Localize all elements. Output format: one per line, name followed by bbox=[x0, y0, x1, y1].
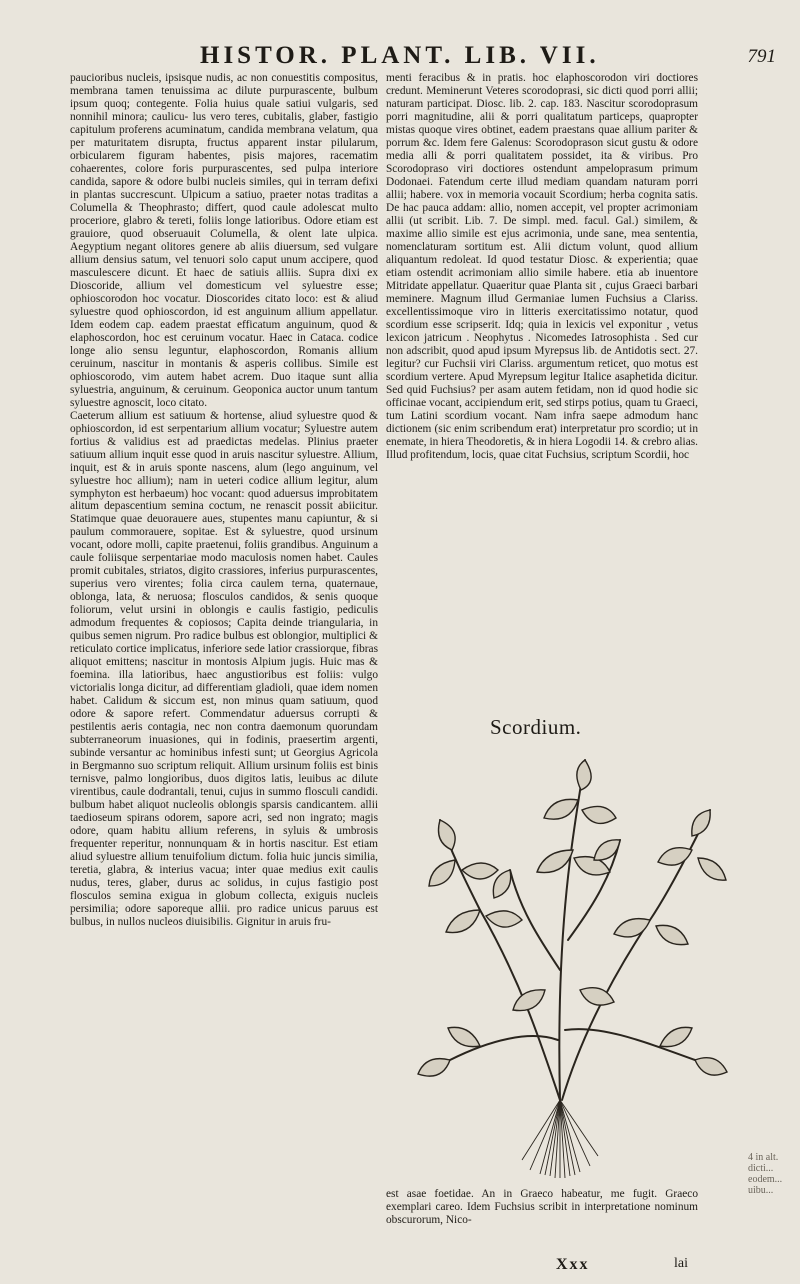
signature-mark: Xxx bbox=[556, 1256, 590, 1273]
figure-caption: Scordium. bbox=[490, 715, 582, 739]
running-head: HISTOR. PLANT. LIB. VII. bbox=[200, 42, 600, 69]
left-paragraph-1: paucioribus nucleis, ipsisque nudis, ac non conuestitis compositus, membrana tamen tenuissima ac dilute purpurascente, bulbum ipsum quoq; contegente. Folia huius quale satiui vulgaris, sed nonnihil minora; caulicu- lus vero teres, cubitalis, glaber, fastigio capitulum proferens acuminatum, candida membrana velatum, qua per maturitatem disrupta, fructus apparent instar pilularum, orbicularem figuram habentes, pisis majores, racematim cohaerentes, colore foris purpurascentes, sed pulpa interiore candida, sapore & odore bulbi nucleis similes, qui in terram defixi in plantas succrescunt. Ulpicum a satiuo, praeter notas traditas a Columella & Theophrasto; differt, quod caule adolescat multo proceriore, glabro & tereti, foliis longe latioribus. Odore etiam est grauiore, quod obseruauit Columella, & olent late ulpica. Aegyptium negant olitores genere ab aliis diuersum, sed vulgare allium densius satum, vel tenuori solo caput unum accipere, quod masculescere dicunt. Et haec de satiuis alliis. Supra dixi ex Dioscoride, allium vel domesticum vel syluestre esse; ophioscorodon hoc vocatur. Dioscorides citato loco: est & aliud syluestre quod ophioscordon, id est anguinum allium appellatur. Idem eodem cap. eadem praestat efficatum anguinum, quod & elaphoscordon, hoc est ceruinum vocatur. Haec in Cataca. codice longe alio sensu leguntur, elaphoscordon, Romanis allium ceruinum, nascitur in montanis & asperis collibus. Simile est ophioscorodo, vim autem habet acrem. Duo itaque sunt allia syluestria, anguinum, & ceruinum. Geoponica auctor unum tantum syluestre agnoscit, loco citato. bbox=[70, 72, 378, 409]
left-column bbox=[70, 72, 378, 1258]
catchword: lai bbox=[674, 1256, 688, 1271]
left-paragraph-2: Caeterum allium est satiuum & hortense, aliud syluestre quod & ophioscordon, id est serpentarium allium vocatur; Syluestre autem fortius & validius est ad praedictas medelas. Plinius praeter satiuum allium inquit esse quod in aruis nascitur syluestre. Allium, inquit, est & in aruis sponte nascens, alum (lego anguinum, vel syluestre hoc allium); nam in ueteri codice allium legitur, alum symphyton est herbaeum) hoc vocant: quod aduersus improbitatem alitum depascentium semina coctum, ne renascit possit abiicitur. Statimque quae deuorauere aues, stupentes manu capiuntur, & si paulum commorauere, sopitae. Est & syluestre, quod ursinum vocant, odore molli, capite praetenui, foliis grandibus. Anguinum a caule foliisque serpentariae modo maculosis nomen habet. Caules promit cubitales, striatos, digito crassiores, inferius purpurascentes, superius vero virentes; folia circa caulem terna, quaternaue, oblonga, lata, & neruosa; flosculos candidos, & senis quoque foliorum, velut ursini in oblongis e caulis fastigio, pediculis admodum frequentes & copiosos; Capita deinde triangularia, in quibus semen nigrum. Pro radice bulbus est oblongior, multiplici & reticulato cortice implicatus, inferiore sede latior crassiorque, fibras aliquot emittens; nascitur in montosis Alpium jugis. Huic mas & foemina. illa latioribus, haec angustioribus est foliis: vulgo victorialis longa dicitur, ad differentiam gladioli, quae idem nomen habet. Calidum & siccum est, non minus quam satiuum, quod odore & sapore refert. Commendatur aduersus corrupti & pestilentis aeris contagia, nec non contra daemonum quorundam subterraneorum inuasiones, qui in fodinis, praesertim argenti, subinde versantur ac hominibus infesti sunt; ut Georgius Agricola in Bergmanno suo scriptum reliquit. Allium ursinum foliis est binis ternisve, palmo longioribus, duos digitos latis, leuibus ac dilute virentibus, caule dodrantali, tenui, cujus in summo flosculi candidi. bulbum habet aliquot nucleolis oblongis sparsis candicantem. allii taedioseum spirans odorem, sapore acri, sed non ingrato; magis odore, quam habitu allium referens, in syluis & umbrosis frequenter reperitur, nonnunquam & in hortis nascitur. Est etiam aliud syluestre allium tenuifolium dictum. folia huic juncis similia, teretia, glabra, & interius vacua; inter quae medius exit caulis nudus, teres, glaber, durus ac solidus, in cujus fastigio post flosculos semina exigua in globum collecta, exiguis nucleis persimilia; odore saporeque allii. pro radice unicus paruus est bulbus, in nullos nucleos diuisibilis. Gignitur in aruis fru- bbox=[70, 409, 378, 928]
folio-number: 791 bbox=[747, 46, 776, 67]
margin-note: 4 in alt. dicti... eodem... uibu... bbox=[748, 1152, 783, 1196]
right-column-bottom bbox=[386, 1188, 698, 1248]
page-header bbox=[60, 40, 776, 74]
right-paragraph-1: menti feracibus & in pratis. hoc elaphoscorodon viri doctiores credunt. Meminerunt Veteres scorodoprasi, sic dicti quod porri allii; naturam participat. Diosc. lib. 2. cap. 183. Nascitur scorodoprasum porri magnitudine, alii & porri qualitatum particeps, quapropter mistas quoque vires obtinet, eadem praestans quae allium pariter & porrum &c. Idem fere Galenus: Scorodoprason sicut gustu & odore media alli & porri qualitatem possidet, ita & viribus. Pro Scorodopraso viri doctiores ostendunt ampeloprasum primum Dodonaei. Fatendum certe illud mediam quandam naturam porri allii; habere. vox in memoria vocauit Scordium; herba cognita satis. De hac pauca addam: allio, nomen accepit, vel propter acrimoniam allii (ut scribit. Lib. 7. De simpl. med. facul. Gal.) similem, & maxime allio simile est ejus acrimonia, unde sane, mea sententia, nomenclaturam sortitum est. Alii dictum volunt, quod allium aliquantum redoleat. Id quod testatur Diosc. & experientia; quae etiam ostendit acrimoniam allio simile habere. etia ab inuentore Mitridate appellatur. Quaeritur quae Planta sit , cujus Graeci barbari meminere. Magnum illud Germaniae lumen Fuchsius a Clariss. excellentissimoque viro in litteris exercitatissimo notatur, quod scordium esse scripserit. Idq; quia in lexicis vel exponitur , vetus lexicon jatricum . Neophytus . Nicomedes Iatrosophista . Sed cur non adscribit, quod apud ipsum Myrepsus lib. de Antidotis sect. 27. legitur? cur Fuchsii viri Clariss. argumentum reticet, quo motus est scordium vertere. Apud Myrepsum legitur Italice asaphetida dicitur. Sed quid Fuchsius? per asam autem fetidam, non id quod hodie sic officinae vocant, accipiendum erit, sed stirps potius, quam tu Graeci, tum Latini scordium vocant. Nam infra saepe admodum hanc dictionem (sic enim scribendum erat) interpretatur pro scordio; ut in enemate, in hiera Theodoretis, & in hiera Logodii 14. & crebro alias. Illud profitendum, locis, quae citat Fuchsius, scriptum Scordii, hoc bbox=[386, 72, 698, 461]
right-paragraph-2: est asae foetidae. An in Graeco habeatur, me fugit. Graeco exemplari careo. Idem Fuchsius scribit in interpretatione nominum obscurorum, Nico- bbox=[386, 1188, 698, 1226]
right-column-top bbox=[386, 72, 698, 702]
scordium-woodcut-illustration bbox=[410, 740, 740, 1180]
